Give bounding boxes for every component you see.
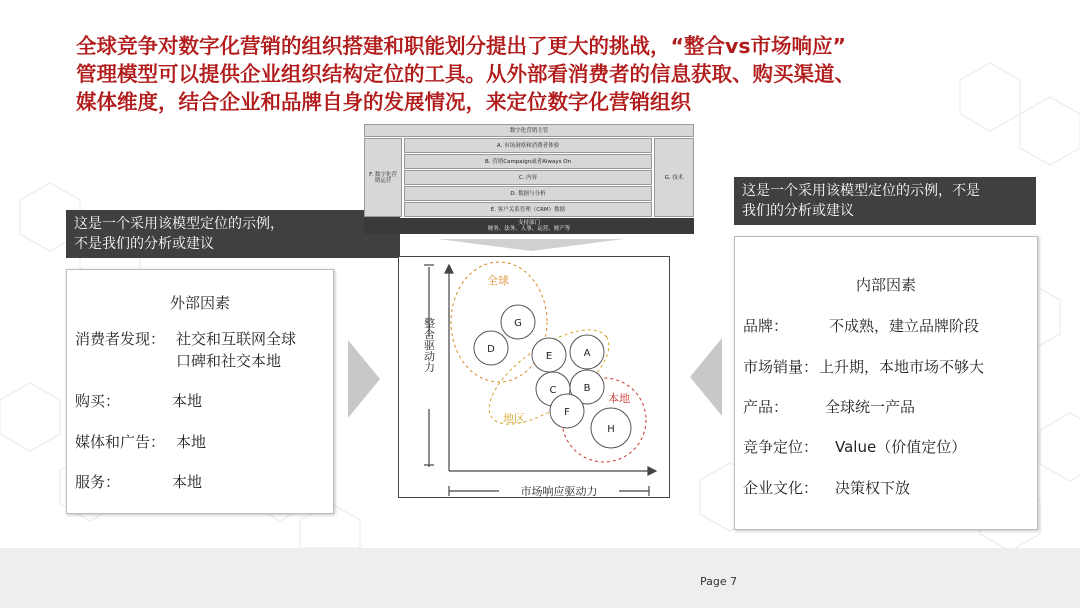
node-a-label: A (583, 348, 591, 359)
org-support-list: 财务、法务、人事、运营、财产等 (487, 226, 571, 232)
left-disclaimer-note (66, 210, 400, 258)
org-item-d: D. 数据与分析 (404, 186, 652, 201)
internal-row-label: 竞争定位： (743, 438, 819, 456)
org-right-column: G. 技术 (654, 138, 694, 217)
org-top-bar: 数字化营销主管 (364, 124, 694, 137)
right-disclaimer-note (734, 177, 1036, 225)
internal-row-value: 全球统一产品 (825, 398, 916, 416)
external-row-value: 本地 (176, 433, 207, 451)
node-b-label: B (583, 383, 591, 394)
integration-responsiveness-matrix (398, 256, 670, 498)
org-item-b: B. 营销Campaign或者Always On (404, 154, 652, 169)
external-row-label: 媒体和广告： (75, 433, 166, 451)
internal-row-label: 企业文化： (743, 479, 819, 497)
org-support-title: 支持部门 (517, 220, 540, 226)
node-d-label: D (487, 344, 495, 355)
internal-row-value: Value（价值定位） (835, 438, 967, 456)
internal-row-value: 不成熟，建立品牌阶段 (829, 317, 980, 335)
right-pointing-arrow-icon (346, 338, 382, 420)
slide-title (76, 32, 1036, 116)
internal-row-label: 市场销量： (743, 358, 819, 376)
x-axis-arrowhead (648, 467, 656, 475)
org-item-e: E. 客户关系管理（CRM）数据 (404, 202, 652, 217)
zone-global-label: 全球 (487, 274, 509, 287)
matrix-graphic (399, 257, 669, 497)
org-left-column: F. 数字化营销运营 (364, 138, 402, 217)
zone-local-label: 本地 (608, 392, 630, 405)
node-f-label: F (564, 407, 570, 418)
external-row-value-line-2: 口碑和社交本地 (176, 352, 282, 370)
external-row-value: 社交和互联网全球 (176, 330, 297, 348)
org-structure-chart (362, 123, 696, 236)
internal-row-value: 决策权下放 (835, 479, 911, 497)
internal-factors-heading: 内部因素 (855, 276, 916, 294)
x-axis-label: 市场响应驱动力 (520, 485, 598, 497)
title-line-1: 全球竞争对数字化营销的组织搭建和职能划分提出了更大的挑战，“整合vs市场响应” (76, 34, 847, 58)
down-pointing-arrow-icon (436, 237, 626, 253)
internal-row-label: 品牌： (743, 317, 789, 335)
external-factors-box (66, 269, 334, 514)
node-e-label: E (545, 351, 553, 362)
footer-band (0, 548, 1080, 608)
node-h-label: H (607, 424, 615, 435)
external-row-label: 消费者发现： (75, 330, 166, 348)
zone-regional-label: 地区 (503, 412, 525, 425)
external-factors-heading: 外部因素 (169, 294, 230, 312)
internal-factors-box (734, 236, 1038, 530)
page-number: Page 7 (700, 575, 738, 588)
external-row-value: 本地 (172, 392, 203, 410)
node-c-label: C (549, 385, 557, 396)
external-row-value: 本地 (172, 473, 203, 491)
internal-row-value: 上升期，本地市场不够大 (819, 358, 985, 376)
left-note-line-1: 这是一个采用该模型定位的示例， (74, 216, 284, 232)
title-line-3: 媒体维度，结合企业和品牌自身的发展情况，来定位数字化营销组织 (76, 90, 691, 114)
org-item-a: A. 市场洞察和消费者体验 (404, 138, 652, 153)
external-row-label: 服务： (75, 473, 121, 491)
y-axis-label: 整合驱动力 (422, 317, 436, 373)
left-note-line-2: 不是我们的分析或建议 (74, 236, 214, 252)
y-axis-arrowhead (445, 265, 453, 273)
node-g-label: G (514, 318, 522, 329)
right-note-line-1: 这是一个采用该模型定位的示例，不是 (742, 183, 980, 199)
org-support-bar (364, 218, 694, 234)
right-note-line-2: 我们的分析或建议 (742, 203, 854, 219)
left-pointing-arrow-icon (688, 336, 724, 418)
external-row-label: 购买： (75, 392, 121, 410)
org-item-c: C. 内容 (404, 170, 652, 185)
title-line-2: 管理模型可以提供企业组织结构定位的工具。从外部看消费者的信息获取、购买渠道、 (76, 62, 855, 86)
internal-row-label: 产品： (743, 398, 789, 416)
